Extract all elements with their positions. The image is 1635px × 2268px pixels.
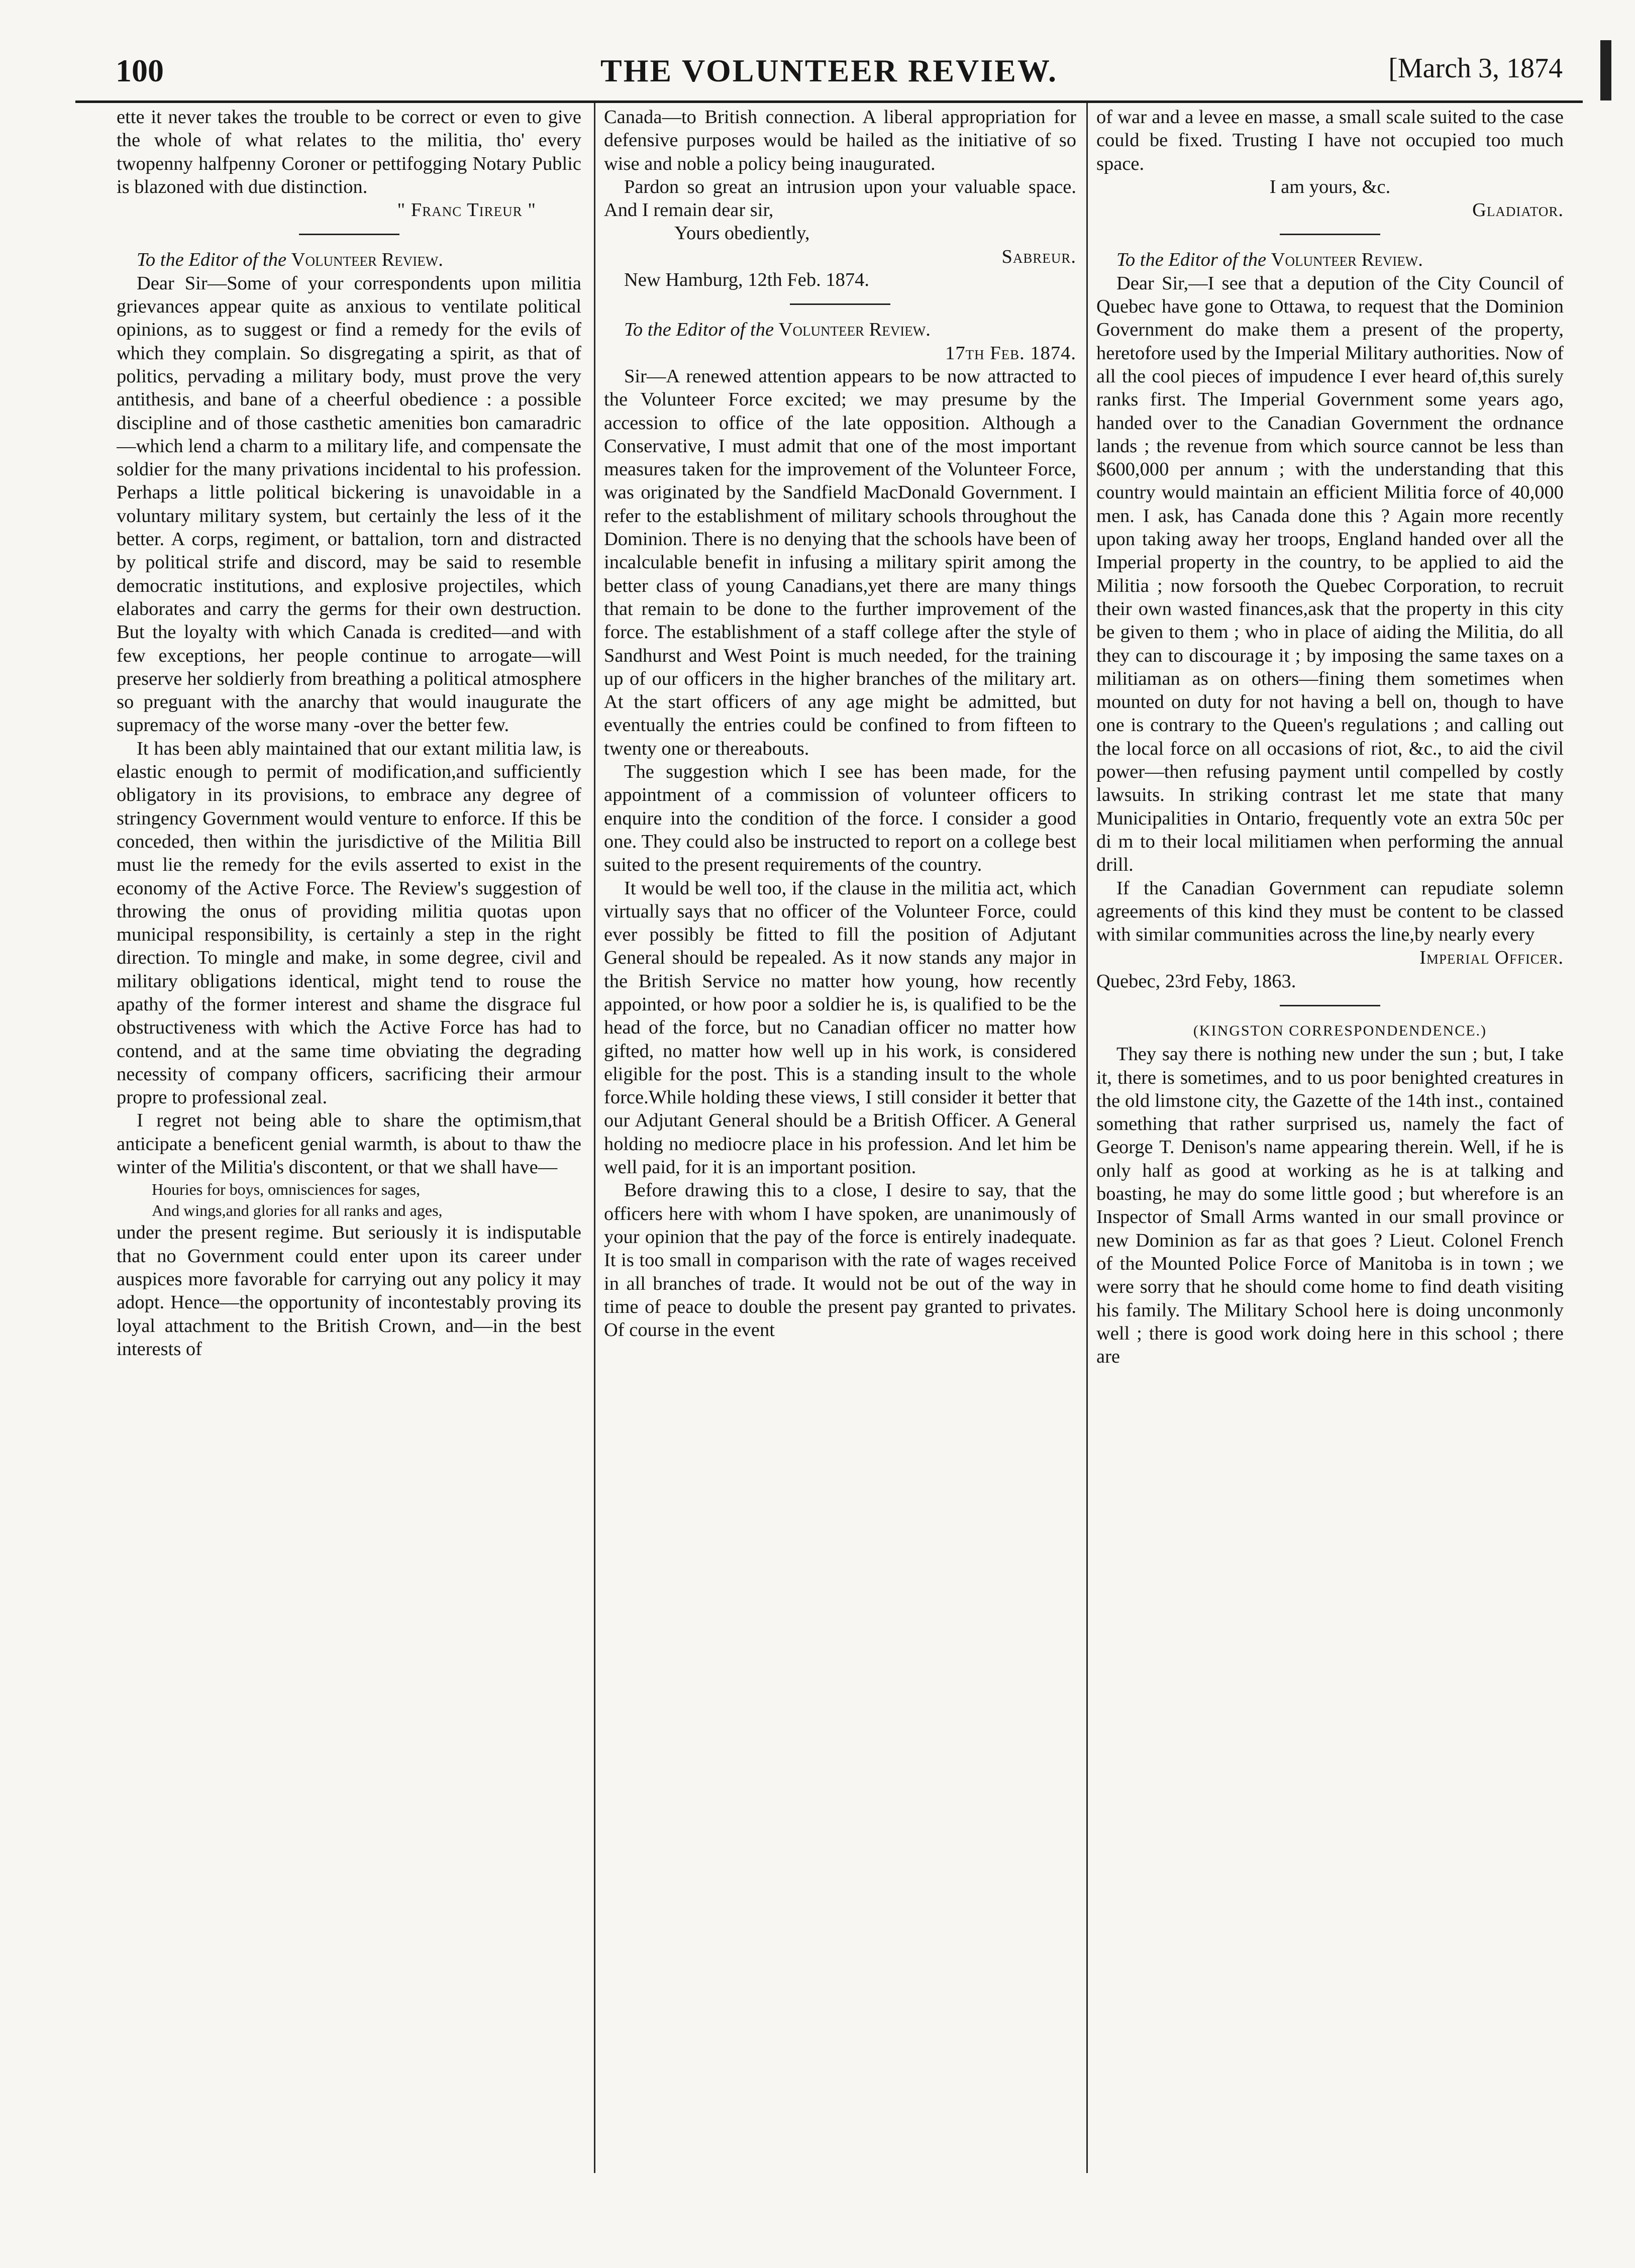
col2-signature: Sabreur. <box>1001 246 1076 267</box>
col3-editor-prefix: To the Editor of the <box>1116 249 1267 271</box>
column-divider-1 <box>594 103 595 2173</box>
col1-paragraph-5: under the present regime. But seriously it is indisputable that no Government could enter upon its career under auspices more favorable for carrying out any policy it may adopt. Hence—the opportunity of incontestably proving its loyal attachment to the British Crown, and—in the best interests of <box>117 1222 581 1360</box>
newspaper-title: THE VOLUNTEER REVIEW. <box>600 53 1058 88</box>
col1-paragraph-4: I regret not being able to share the optimism,that anticipate a beneficent genial warmth, is about to thaw the winter of the Militia's discontent, or that we shall have— <box>117 1110 581 1178</box>
col1-signature-1: " Franc Tireur " <box>397 199 536 221</box>
col3-correspondence-heading: (KINGSTON CORRESPONDENDENCE.) <box>1193 1022 1487 1039</box>
col2-place-date: New Hamburg, 12th Feb. 1874. <box>624 269 869 291</box>
col3-editor-line <box>1096 248 1564 271</box>
col3-signature-1: Gladiator. <box>1472 199 1564 221</box>
col2-paragraph-1: Canada—to British connection. A liberal appropriation for defensive purposes would be hailed as the initiative of so wise and noble a policy being inaugurated. <box>604 107 1076 174</box>
col2-paragraph-3: Sir—A renewed attention appears to be now attracted to the Volunteer Force excited; we may presume by the accession to office of the late opposition. Although a Conservative, I must admit that one of the most important measures taken for the improvement of the Volunteer Force, was originated by the Sandfield MacDonald Government. I refer to the establishment of military schools throughout the Dominion. There is no denying that the schools have been of incalculable benefit in infusing a military spirit among the better class of young Canadians,yet there are many things that remain to be done to the further improvement of the force. The establishment of a staff college after the style of Sandhurst and West Point is much needed, for the training up of our officers in the higher branches of the military art. At the start officers of any age might be admitted, but eventually the entries could be confined to from fifteen to twenty one or thereabouts. <box>604 365 1076 759</box>
col1-paragraph-1: ette it never takes the trouble to be correct or even to give the whole of what relates to the militia, tho' every twopenny halfpenny Coroner or pettifogging Notary Public is blazoned with due distinction. <box>117 107 581 197</box>
col2-editor-prefix: To the Editor of the <box>624 319 774 341</box>
column-divider-2 <box>1086 103 1088 2173</box>
col3-closing: I am yours, &c. <box>1269 176 1391 197</box>
col3-rule-2 <box>1280 1005 1380 1006</box>
col1-paragraph-2: Dear Sir—Some of your correspondents upon militia grievances appear quite as anxious to ventilate political opinions, as to suggest or find a remedy for the evils of which they complain. So disgregating a spirit, as that of politics, pervading a military body, must prove the very antithesis, and bane of a cheerful obedience : a possible discipline and of those casthetic amenities bon camaradric—which lend a charm to a military life, and compensate the soldier for the many privations incidental to his profession. Perhaps a little political bickering is unavoidable in a voluntary military system, but certainly the less of it the better. A corps, regiment, or battalion, torn and distracted by political strife and discord, may be said to resemble democratic institutions, and explosive projectiles, which elaborates and carry the germs for their own destruction. But the loyalty with which Canada is credited—and with few exceptions, her people continue to arrogate—will preserve her soldierly from breathing a political atmosphere so preguant with the anarchy that would inaugurate the supremacy of the worse many -over the better few. <box>117 272 581 736</box>
page-header <box>75 45 1583 103</box>
col3-editor-paper: Volunteer Review. <box>1271 249 1423 271</box>
issue-date: [March 3, 1874 <box>1388 53 1563 84</box>
column-2 <box>604 106 1076 2155</box>
col2-paragraph-4: The suggestion which I see has been made, for the appointment of a commission of volunteer officers to enquire into the condition of the force. I consider a good one. They could also be instructed to report on a college best suited to the present requirements of the country. <box>604 761 1076 876</box>
col1-verse-1: Houries for boys, omnisciences for sages, <box>152 1180 421 1199</box>
column-1 <box>117 106 581 2155</box>
column-3 <box>1096 106 1564 2155</box>
col2-editor-line <box>604 318 1076 341</box>
col3-paragraph-1: of war and a levee en masse, a small scale suited to the case could be fixed. Trusting I have not occupied too much space. <box>1096 107 1564 174</box>
margin-mark <box>1600 40 1611 100</box>
col3-paragraph-3: If the Canadian Government can repudiate solemn agreements of this kind they must be content to be classed with similar communities across the line,by nearly every <box>1096 877 1564 946</box>
col3-paragraph-4: They say there is nothing new under the sun ; but, I take it, there is sometimes, and to us poor benighted creatures in the old limstone city, the Gazette of the 14th inst., contained something that rather surprised us, namely the fact of George T. Denison's name appearing therein. Well, if he is only half as good at working as he is at talking and boasting, he may do some little good ; but wherefore is an Inspector of Small Arms wanted in our small province or new Dominion as far as that goes ? Lieut. Colonel French of the Mounted Police Force of Manitoba is in town ; we were sorry that he should come home to find death visiting his family. The Military School here is doing unconmonly well ; there is good work doing here in this school ; there are <box>1096 1044 1564 1368</box>
col2-letter-date: 17th Feb. 1874. <box>945 342 1076 364</box>
col3-paragraph-2: Dear Sir,—I see that a depution of the City Council of Quebec have gone to Ottawa, to request that the Dominion Government do make them a present of the property, heretofore used by the Imperial Military authorities. Now of all the cool pieces of impudence I ever heard of,this surely ranks first. The Imperial Government some years ago, handed over to the Canadian Government the ordnance lands ; the revenue from which source cannot be less than $600,000 per annum ; with the understanding that this country would maintain an efficient Militia force of 40,000 men. I ask, has Canada done this ? Again more recently upon taking away her troops, England handed over all the Imperial property in the country, to be applied to aid the Militia ; now forsooth the Quebec Corporation, to recruit their own wasted finances,ask that the property in this city be given to them ; who in place of aiding the Militia, do all they can to discourage it ; by imposing the same taxes on a militiaman as on others—fining them sometimes when mounted on duty for not having a bell on, though to have one is contrary to the Queen's regulations ; and calling out the local force on all occasions of riot, &c., to aid the civil power—then refusing payment until compelled by costly lawsuits. In striking contrast let me state that many Municipalities in Ontario, frequently vote an extra 50c per di m to their local militiamen when performing the annual drill. <box>1096 272 1564 876</box>
col3-place-date: Quebec, 23rd Feby, 1863. <box>1096 970 1296 992</box>
col2-closing: Yours obediently, <box>674 223 810 244</box>
col1-editor-paper: Volunteer Review. <box>291 249 443 271</box>
col3-rule-1 <box>1280 234 1380 235</box>
col3-signature-2: Imperial Officer. <box>1419 947 1564 969</box>
col1-rule-1 <box>299 234 399 235</box>
col1-editor-line <box>117 248 581 271</box>
col2-paragraph-5: It would be well too, if the clause in the militia act, which virtually says that no officer of the Volunteer Force, could ever possibly be fitted to fill the position of Adjutant General should be repealed. As it now stands any major in the British Service no matter how young, how recently appointed, or how poor a soldier he is, is qualified to be the head of the force, but no Canadian officer no matter how gifted, no matter how well up in his work, is considered eligible for the post. This is a standing insult to the whole force.While holding these views, I still consider it better that our Adjutant General should be a British Officer. A General holding no mediocre place in his profession. And let him be well paid, for it is an important position. <box>604 877 1076 1178</box>
col2-editor-paper: Volunteer Review. <box>778 319 931 341</box>
col2-paragraph-2: Pardon so great an intrusion upon your valuable space. And I remain dear sir, <box>604 176 1076 221</box>
page-number: 100 <box>116 53 164 88</box>
col1-paragraph-3: It has been ably maintained that our extant militia law, is elastic enough to permit of modification,and sufficiently obligatory in its provisions, to embrace any degree of stringency Government would venture to enforce. If this be conceded, then within the jurisdictive of the Militia Bill must lie the remedy for the evils asserted to exist in the economy of the Active Force. The Review's suggestion of throwing the onus of providing militia quotas upon municipal responsibility, is certainly a step in the right direction. To mingle and make, in some degree, civil and military obligations identical, might tend to rouse the apathy of the former interest and shame the disgrace ful obstructiveness with which the Active Force has had to contend, and at the same time obviating the degrading necessity of company officers, sacrificing their armour propre to professional zeal. <box>117 738 581 1108</box>
col1-editor-prefix: To the Editor of the <box>137 249 287 271</box>
col2-rule-1 <box>790 303 890 305</box>
col2-paragraph-6: Before drawing this to a close, I desire to say, that the officers here with whom I have spoken, are unanimously of your opinion that the pay of the force is entirely inadequate. It is too small in comparison with the rate of wages received in all branches of trade. It would not be out of the way in time of peace to double the present pay granted to privates. Of course in the event <box>604 1180 1076 1341</box>
col1-verse-2: And wings,and glories for all ranks and ages, <box>152 1201 443 1220</box>
